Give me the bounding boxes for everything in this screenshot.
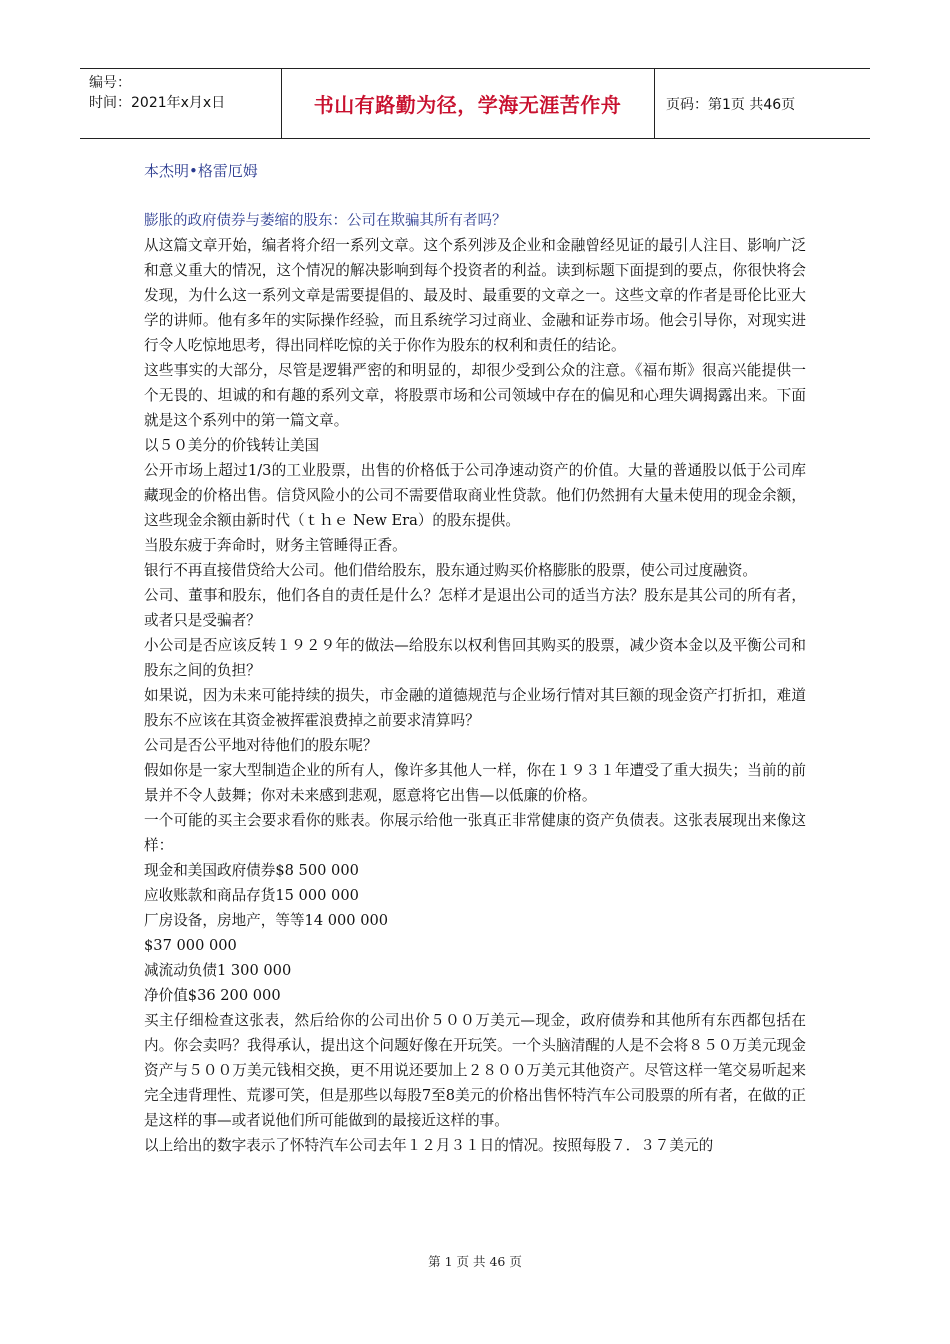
article-paragraph: $37 000 000 bbox=[144, 937, 237, 954]
article-paragraph: 公开市场上超过1/3的工业股票，出售的价格低于公司净速动资产的价值。大量的普通股以低于公司库藏现金的价格出售。信贷风险小的公司不需要借取商业性贷款。他们仍然拥有大量未使用的现金余额，这些现金余额由新时代（ｔｈｅ New Era）的股东提供。 bbox=[144, 462, 806, 529]
article-paragraph: 减流动负债1 300 000 bbox=[144, 962, 292, 979]
header-divider bbox=[654, 69, 655, 138]
article-paragraph: 净价值$36 200 000 bbox=[144, 987, 281, 1004]
article-paragraph: 应收账款和商品存货15 000 000 bbox=[144, 887, 359, 904]
document-number-label: 编号： bbox=[89, 75, 131, 91]
article-paragraph: 买主仔细检查这张表，然后给你的公司出价５００万美元—现金，政府债券和其他所有东西都包括在内。你会卖吗？我得承认，提出这个问题好像在开玩笑。一个头脑清醒的人是不会将８５０万美元现金资产与５００万美元钱相交换，更不用说还要加上２８００万美元其他资产。尽管这样一笔交易听起来完全违背理性、荒谬可笑，但是那些以每股7至8美元的价格出售怀特汽车公司股票的所有者，在做的正是这样的事—或者说他们所可能做到的最接近这样的事。 bbox=[144, 1012, 806, 1129]
article-paragraph: 假如你是一家大型制造企业的所有人，像许多其他人一样，你在１９３１年遭受了重大损失；当前的前景并不令人鼓舞；你对未来感到悲观，愿意将它出售—以低廉的价格。 bbox=[144, 762, 806, 804]
article-paragraph: 当股东疲于奔命时，财务主管睡得正香。 bbox=[144, 537, 407, 554]
article-paragraph: 厂房设备，房地产，等等14 000 000 bbox=[144, 912, 389, 929]
document-header bbox=[80, 68, 870, 139]
article-title: 膨胀的政府债券与萎缩的股东：公司在欺骗其所有者吗？ bbox=[144, 213, 507, 229]
article-paragraph: 小公司是否应该反转１９２９年的做法—给股东以权利售回其购买的股票，减少资本金以及平衡公司和股东之间的负担？ bbox=[144, 637, 806, 679]
header-motto: 书山有路勤为径，学海无涯苦作舟 bbox=[313, 93, 622, 117]
article-paragraph: 现金和美国政府债券$8 500 000 bbox=[144, 862, 359, 879]
article-paragraph: 从这篇文章开始，编者将介绍一系列文章。这个系列涉及企业和金融曾经见证的最引人注目、影响广泛和意义重大的情况，这个情况的解决影响到每个投资者的利益。读到标题下面提到的要点，你很快将会发现，为什么这一系列文章是需要提倡的、最及时、最重要的文章之一。这些文章的作者是哥伦比亚大学的讲师。他有多年的实际操作经验，而且系统学习过商业、金融和证券市场。他会引导你，对现实进行令人吃惊地思考，得出同样吃惊的关于你作为股东的权利和责任的结论。 bbox=[144, 237, 806, 354]
article-paragraph: 这些事实的大部分，尽管是逻辑严密的和明显的，却很少受到公众的注意。《福布斯》很高兴能提供一个无畏的、坦诚的和有趣的系列文章，将股票市场和公司领域中存在的偏见和心理失调揭露出来。下面就是这个系列中的第一篇文章。 bbox=[144, 362, 806, 429]
article-paragraph: 一个可能的买主会要求看你的账表。你展示给他一张真正非常健康的资产负债表。这张表展现出来像这样： bbox=[144, 812, 806, 854]
document-date-label: 时间：2021年x月x日 bbox=[89, 95, 226, 111]
article-paragraph: 如果说，因为未来可能持续的损失，市金融的道德规范与企业场行情对其巨额的现金资产打折扣，难道股东不应该在其资金被挥霍浪费掉之前要求清算吗？ bbox=[144, 687, 806, 729]
article-author: 本杰明•格雷厄姆 bbox=[144, 162, 258, 180]
article-paragraph: 公司是否公平地对待他们的股东呢？ bbox=[144, 737, 378, 754]
article-paragraph: 公司、董事和股东，他们各自的责任是什么？怎样才是退出公司的适当方法？股东是其公司的所有者，或者只是受骗者？ bbox=[144, 587, 806, 629]
header-meta bbox=[89, 73, 225, 113]
header-page-number: 页码：第1页 共46页 bbox=[666, 97, 796, 113]
article-paragraph: 银行不再直接借贷给大公司。他们借给股东，股东通过购买价格膨胀的股票，使公司过度融资。 bbox=[144, 562, 757, 579]
article-paragraph: 以上给出的数字表示了怀特汽车公司去年１２月３１日的情况。按照每股７．３７美元的 bbox=[144, 1137, 714, 1154]
article-paragraph: 以５０美分的价钱转让美国 bbox=[144, 437, 320, 454]
article-body bbox=[144, 233, 806, 1158]
page-footer: 第 1 页 共 46 页 bbox=[428, 1254, 522, 1269]
